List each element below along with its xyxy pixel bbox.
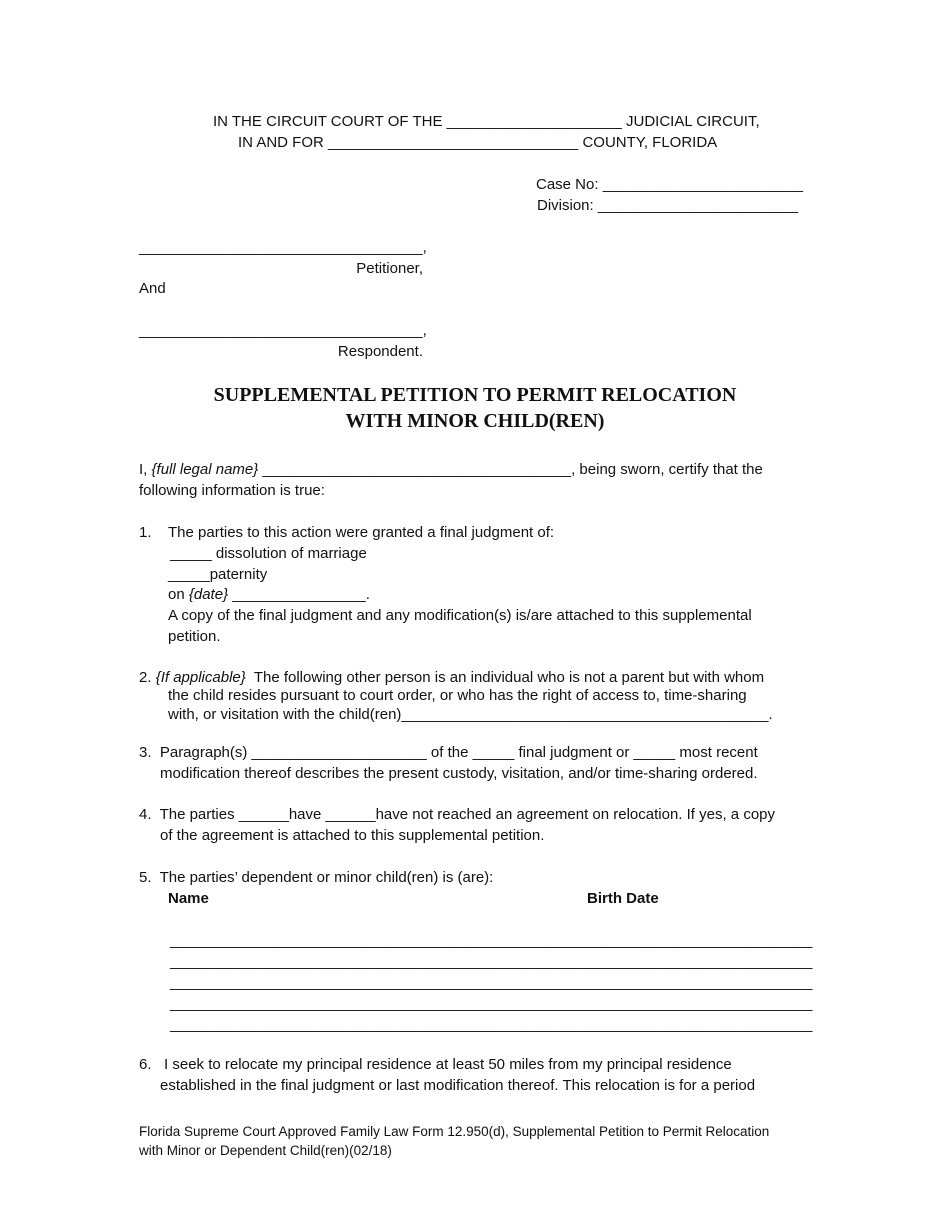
item-3-line-1[interactable]: 3. Paragraph(s) _____________________ of the _____ final judgment or _____ most recent: [139, 744, 758, 761]
intro-lead: I,: [139, 461, 152, 478]
intro-line-2: following information is true:: [139, 482, 325, 499]
item-4-line-2: of the agreement is attached to this supplemental petition.: [160, 827, 545, 844]
judgment-date-line: [168, 585, 370, 605]
item-2-line-1: [139, 668, 764, 688]
full-name-hint: {full legal name}: [151, 461, 259, 478]
footer-line-2: with Minor or Dependent Child(ren)(02/18): [139, 1143, 392, 1158]
document-title-line-1: SUPPLEMENTAL PETITION TO PERMIT RELOCATION: [213, 384, 737, 406]
item-5-line-1: 5. The parties’ dependent or minor child(ren) is (are):: [139, 869, 494, 886]
document-title-line-2: WITH MINOR CHILD(REN): [345, 410, 605, 432]
item-1-copy-line-1: A copy of the final judgment and any modification(s) is/are attached to this supplemental: [168, 607, 752, 624]
item-2-text-1: The following other person is an individual who is not a parent but with whom: [245, 669, 765, 686]
footer-line-1: Florida Supreme Court Approved Family Law Form 12.950(d), Supplemental Petition to Permit Relocation: [139, 1124, 770, 1139]
item-1-number: 1.: [139, 524, 152, 541]
item-2-line-3[interactable]: with, or visitation with the child(ren)____________________________________________.: [168, 706, 773, 723]
respondent-label: Respondent.: [337, 343, 423, 360]
child-entry-line[interactable]: _____________________________________________________________________________: [170, 974, 813, 991]
item-6-line-2: established in the final judgment or last modification thereof. This relocation is for a period: [160, 1077, 756, 1094]
item-2-number: 2.: [139, 669, 152, 686]
dissolution-option[interactable]: _____ dissolution of marriage: [170, 545, 367, 562]
case-number-field[interactable]: Case No: ________________________: [536, 176, 803, 193]
full-name-field[interactable]: _____________________________________, being sworn, certify that the: [258, 461, 763, 478]
if-applicable-hint: {If applicable}: [155, 669, 246, 686]
division-field[interactable]: Division: ________________________: [537, 197, 799, 214]
on-prefix: on: [168, 586, 189, 603]
child-entry-line[interactable]: _____________________________________________________________________________: [170, 953, 813, 970]
item-1-text: The parties to this action were granted a final judgment of:: [168, 524, 555, 541]
item-1-copy-line-2: petition.: [168, 628, 221, 645]
child-entry-line[interactable]: _____________________________________________________________________________: [170, 1016, 813, 1033]
respondent-name-field[interactable]: __________________________________,: [139, 322, 427, 339]
intro-line-1: [139, 460, 763, 480]
judgment-date-field[interactable]: ________________.: [228, 586, 370, 603]
court-line-1: IN THE CIRCUIT COURT OF THE _____________________ JUDICIAL CIRCUIT,: [213, 113, 760, 130]
child-entry-line[interactable]: _____________________________________________________________________________: [170, 995, 813, 1012]
child-entry-line[interactable]: _____________________________________________________________________________: [170, 932, 813, 949]
item-6-line-1: 6. I seek to relocate my principal residence at least 50 miles from my principal residence: [139, 1056, 732, 1073]
children-birth-date-header: Birth Date: [587, 890, 659, 907]
petitioner-label: Petitioner,: [356, 260, 423, 277]
court-line-2: IN AND FOR ______________________________ COUNTY, FLORIDA: [238, 134, 718, 151]
children-name-header: Name: [168, 890, 209, 907]
item-2-line-2: the child resides pursuant to court order, or who has the right of access to, time-sharing: [168, 687, 747, 704]
paternity-option[interactable]: _____paternity: [168, 566, 268, 583]
item-3-line-2: modification thereof describes the present custody, visitation, and/or time-sharing ordered.: [160, 765, 758, 782]
petitioner-name-field[interactable]: __________________________________,: [139, 239, 427, 256]
and-label: And: [139, 280, 166, 297]
date-hint: {date}: [188, 586, 229, 603]
item-4-line-1[interactable]: 4. The parties ______have ______have not reached an agreement on relocation. If yes, a copy: [139, 806, 775, 823]
